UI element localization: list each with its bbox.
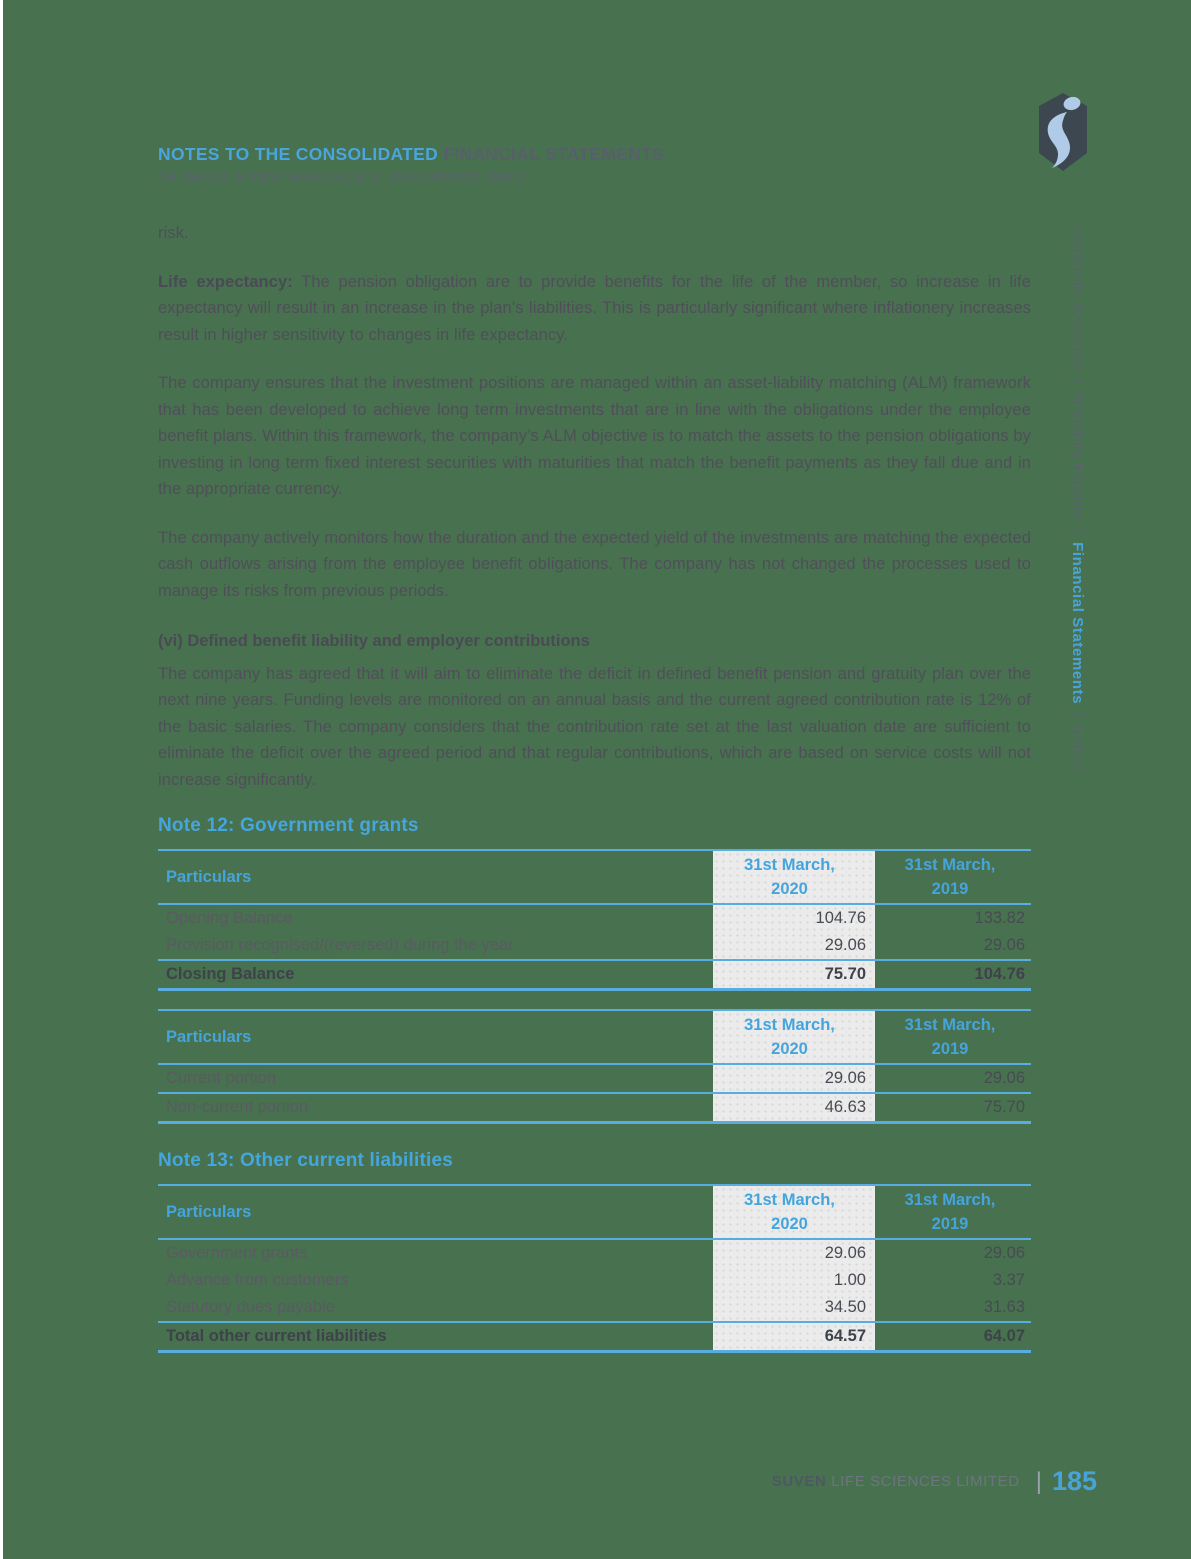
row-label: Statutory dues payable xyxy=(166,1298,335,1316)
body-paragraph-life-expectancy xyxy=(158,269,1031,349)
sidebar-item-statutory-reports[interactable]: Statutory Reports xyxy=(1069,392,1086,520)
page-number: 185 xyxy=(1051,1466,1097,1496)
body-paragraph-alm: The company ensures that the investment positions are managed within an asset-liability matching (ALM) framework that has been developed to achieve long term investments that are in line with the obligations under the employee benefit plans. Within this framework, the company’s ALM objective is to match the assets to the pension obligations by investing in long term fixed interest securities with maturities that match the benefit payments as they fall due and in the appropriate currency. xyxy=(158,374,1031,498)
row-value-2019: 29.06 xyxy=(983,1069,1025,1087)
sidebar-item-financial-statements[interactable]: Financial Statements xyxy=(1069,542,1086,705)
row-value-2020: 29.06 xyxy=(713,932,875,959)
table-header-row xyxy=(158,1186,1031,1240)
table-row xyxy=(158,905,1031,932)
table-row-total xyxy=(158,1321,1031,1350)
column-header-2019-line1: 31st March, xyxy=(904,1191,996,1209)
row-value-2019: 31.63 xyxy=(983,1298,1025,1316)
sidebar-separator: | xyxy=(1069,528,1086,534)
row-value-2020: 64.57 xyxy=(713,1323,875,1350)
table-grants-split xyxy=(158,1009,1031,1124)
row-value-2020: 29.06 xyxy=(713,1065,875,1092)
suven-logo xyxy=(1034,92,1092,172)
row-value-2019: 64.07 xyxy=(983,1327,1025,1345)
sidebar-separator: | xyxy=(1069,713,1086,718)
row-label: Provision recognised/(reversed) during the year xyxy=(166,936,514,954)
column-header-2019-line2: 2019 xyxy=(931,1215,969,1233)
suven-logo-icon xyxy=(1034,92,1092,172)
footer-company-rest: LIFE SCIENCES LIMITED xyxy=(826,1473,1020,1490)
table-row xyxy=(158,1267,1031,1294)
row-value-2019: 75.70 xyxy=(983,1098,1025,1116)
body-paragraph-deficit: The company has agreed that it will aim to eliminate the deficit in defined benefit pension and gratuity plan over the next nine years. Funding levels are monitored on an annual basis and the current agreed contribution rate is 12% of the basic salaries. The company considers that the contribution rate set at the last valuation date are sufficient to eliminate the deficit over the agreed period and that regular contributions, which are based on service costs will not increase significantly. xyxy=(158,664,1031,789)
page-title-gray: FINANCIAL STATEMENTS xyxy=(438,144,665,164)
table-government-grants xyxy=(158,849,1031,991)
row-label: Current portion xyxy=(166,1069,277,1087)
table-other-current-liabilities xyxy=(158,1184,1031,1353)
row-value-2019: 29.06 xyxy=(983,936,1025,954)
row-value-2020: 46.63 xyxy=(713,1094,875,1121)
footer-company-bold: SUVEN xyxy=(771,1473,827,1490)
column-header-2020 xyxy=(713,851,875,903)
body-paragraph-risk: risk. xyxy=(158,224,189,242)
body-paragraph-monitoring: The company actively monitors how the duration and the expected yield of the investments are matching the expected cash outflows arising from the employee benefit obligations. The company has not changed the processes used to manage its risks from previous periods. xyxy=(158,528,1031,600)
table-row xyxy=(158,1092,1031,1121)
row-value-2019: 3.37 xyxy=(992,1271,1025,1289)
column-header-2020-line1: 31st March, xyxy=(744,856,835,874)
column-header-2020-line2: 2020 xyxy=(771,1040,808,1058)
column-header-2020-line1: 31st March, xyxy=(744,1016,835,1034)
life-expectancy-lead: Life expectancy: xyxy=(158,272,293,291)
column-header-particulars: Particulars xyxy=(166,1202,252,1221)
table-header-row xyxy=(158,851,1031,905)
column-header-2019 xyxy=(875,1186,1031,1238)
row-label: Government grants xyxy=(166,1244,308,1262)
sidebar-item-notice[interactable]: Notice xyxy=(1069,726,1086,773)
column-header-2019-line2: 2019 xyxy=(931,880,969,898)
column-header-particulars: Particulars xyxy=(166,1027,252,1046)
column-header-2020-line2: 2020 xyxy=(771,880,808,898)
footer-separator: | xyxy=(1035,1467,1042,1495)
table-row xyxy=(158,932,1031,959)
table-row-total xyxy=(158,959,1031,988)
row-value-2019: 133.82 xyxy=(974,909,1025,927)
footer-company-name xyxy=(772,1473,1020,1490)
life-expectancy-text: The pension obligation are to provide benefits for the life of the member, so increase in life expectancy will result in an increase in the plan’s liabilities. This is particularly significant where inflationery increases result in higher sensitivity to changes in life expectancy. xyxy=(158,272,1031,344)
sidebar-item-corporate-overview[interactable]: Corporate Overview xyxy=(1069,226,1086,371)
table-row xyxy=(158,1240,1031,1267)
row-value-2020: 29.06 xyxy=(713,1240,875,1267)
column-header-2019-line1: 31st March, xyxy=(904,1016,996,1034)
column-header-2019-line1: 31st March, xyxy=(904,856,996,874)
table-row xyxy=(158,1065,1031,1092)
column-header-2020 xyxy=(713,1011,875,1063)
sidebar-separator: | xyxy=(1069,379,1086,384)
row-label: Opening Balance xyxy=(166,909,293,927)
table-row xyxy=(158,1294,1031,1321)
row-value-2019: 29.06 xyxy=(983,1244,1025,1262)
row-value-2020: 75.70 xyxy=(713,961,875,988)
page-title xyxy=(158,144,858,165)
subsection-heading-vi: (vi) Defined benefit liability and employer contributions xyxy=(158,632,590,650)
table-header-row xyxy=(158,1011,1031,1065)
column-header-2019-line2: 2019 xyxy=(931,1040,969,1058)
row-label: Closing Balance xyxy=(166,965,295,983)
column-header-2019 xyxy=(875,851,1031,903)
page-title-blue: NOTES TO THE CONSOLIDATED xyxy=(158,144,439,164)
row-value-2020: 104.76 xyxy=(713,905,875,932)
row-value-2020: 34.50 xyxy=(713,1294,875,1321)
column-header-2020 xyxy=(713,1186,875,1238)
row-value-2020: 1.00 xyxy=(713,1267,875,1294)
column-header-2019 xyxy=(875,1011,1031,1063)
row-label: Total other current liabilities xyxy=(166,1327,387,1345)
row-label: Non-current portion xyxy=(166,1098,309,1116)
note-13-heading: Note 13: Other current liabilities xyxy=(158,1150,454,1171)
section-nav xyxy=(1069,226,1086,796)
note-12-heading: Note 12: Government grants xyxy=(158,815,419,836)
page-footer xyxy=(772,1466,1097,1497)
row-label: Advance from customers xyxy=(166,1271,349,1289)
main-content xyxy=(158,220,1031,1371)
column-header-particulars: Particulars xyxy=(166,867,252,886)
column-header-2020-line2: 2020 xyxy=(771,1215,808,1233)
page-header xyxy=(158,144,858,184)
page-subtitle: (All amounts in Indian Rupees In Lakhs, unless otherwise stated) xyxy=(158,170,524,184)
column-header-2020-line1: 31st March, xyxy=(744,1191,835,1209)
row-value-2019: 104.76 xyxy=(974,965,1025,983)
